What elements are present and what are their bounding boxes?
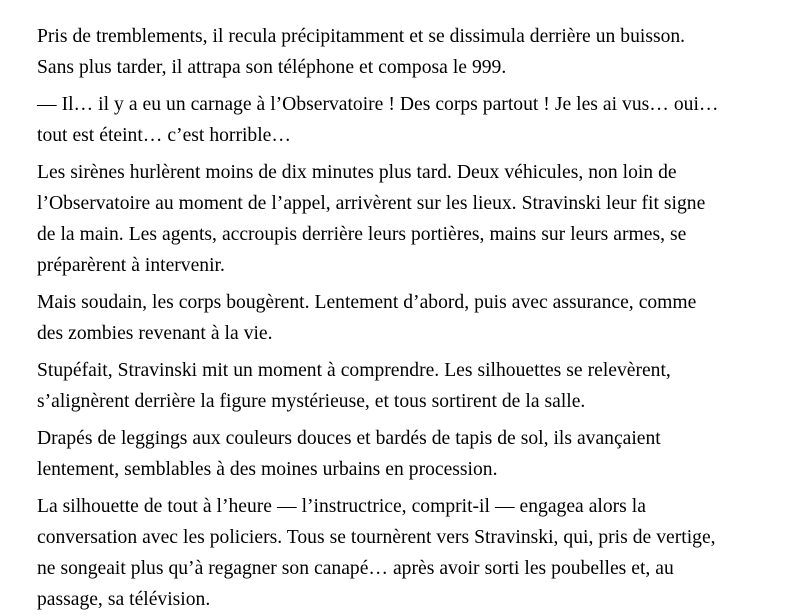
paragraph-5: Stupéfait, Stravinski mit un moment à comprendre. Les silhouettes se relevèrent, s’alignèrent derrière la figure mystérieuse, et tous sortirent de la salle.: [37, 360, 676, 412]
document-text-body: [37, 21, 725, 615]
paragraph-7: La silhouette de tout à l’heure — l’instructrice, comprit-il — engagea alors la conversation avec les policiers. Tous se tournèrent vers Stravinski, qui, pris de vertige, ne songeait plus qu’à regagner son canapé… après avoir sorti les poubelles et, au passage, sa télévision.: [37, 496, 721, 610]
paragraph-1: Pris de tremblements, il recula précipitamment et se dissimula derrière un buisson. Sans plus tarder, il attrapa son téléphone et composa le 999.: [37, 26, 691, 78]
paragraph-6: Drapés de leggings aux couleurs douces et bardés de tapis de sol, ils avançaient lentement, semblables à des moines urbains en procession.: [37, 428, 666, 480]
paragraph-3: Les sirènes hurlèrent moins de dix minutes plus tard. Deux véhicules, non loin de l’Observatoire au moment de l’appel, arrivèrent sur les lieux. Stravinski leur fit signe de la main. Les agents, accroupis derrière leurs portières, mains sur leurs armes, se préparèrent à intervenir.: [37, 162, 711, 276]
paragraph-4: Mais soudain, les corps bougèrent. Lentement d’abord, puis avec assurance, comme des zombies revenant à la vie.: [37, 292, 702, 344]
paragraph-2-dialogue: — Il… il y a eu un carnage à l’Observatoire ! Des corps partout ! Je les ai vus… oui… tout est éteint… c’est horrible…: [37, 94, 724, 146]
